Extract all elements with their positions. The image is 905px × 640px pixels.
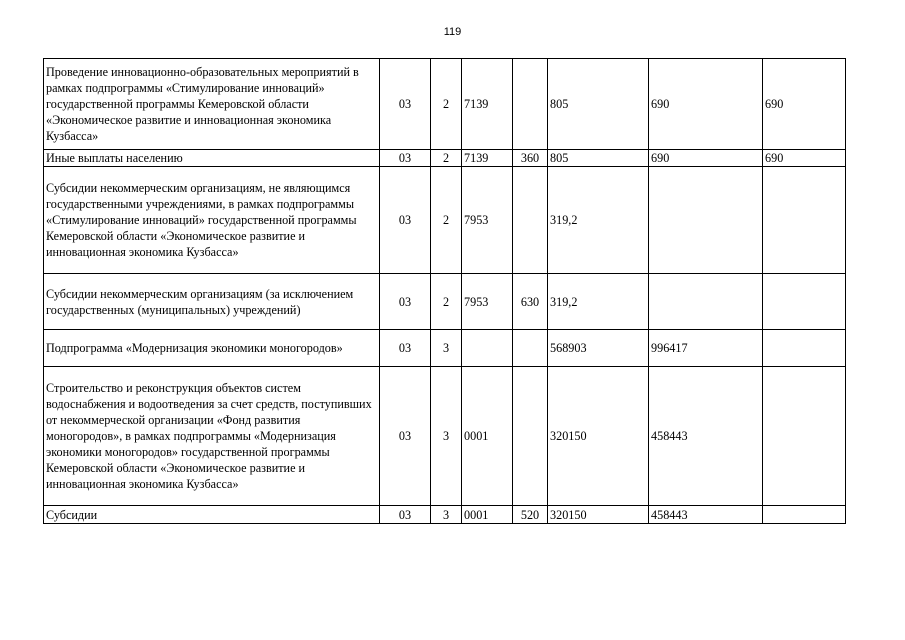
- target-article-cell: 7953: [462, 274, 513, 330]
- row-name-cell: Субсидии некоммерческим организациям, не являющимся государственными учреждениями, в рамках подпрограммы «Стимулирование инноваций» государственной программы Кемеровской области «Экономическое развитие и инновационная экономика Кузбасса»: [44, 167, 380, 274]
- subsection-cell: 2: [431, 150, 462, 167]
- table-row: [44, 150, 846, 167]
- amount-cell-1: 320150: [548, 367, 649, 506]
- expense-kind-cell: [513, 367, 548, 506]
- row-name-cell: Субсидии некоммерческим организациям (за исключением государственных (муниципальных) учреждений): [44, 274, 380, 330]
- section-cell: 03: [380, 506, 431, 524]
- section-cell: 03: [380, 150, 431, 167]
- amount-cell-1: 805: [548, 150, 649, 167]
- page-number: 119: [443, 26, 462, 38]
- target-article-cell: 7139: [462, 150, 513, 167]
- subsection-cell: 3: [431, 367, 462, 506]
- budget-table: [43, 58, 846, 524]
- section-cell: 03: [380, 330, 431, 367]
- section-cell: 03: [380, 274, 431, 330]
- subsection-cell: 2: [431, 167, 462, 274]
- section-cell: 03: [380, 367, 431, 506]
- table-row: [44, 274, 846, 330]
- target-article-cell: [462, 330, 513, 367]
- amount-cell-3: 690: [763, 150, 846, 167]
- amount-cell-3: [763, 330, 846, 367]
- row-name-cell: Проведение инновационно-образовательных мероприятий в рамках подпрограммы «Стимулирование инноваций» государственной программы Кемеровской области «Экономическое развитие и инновационная экономика Кузбасса»: [44, 59, 380, 150]
- row-name-cell: Строительство и реконструкция объектов систем водоснабжения и водоотведения за счет средств, поступивших от некоммерческой организации «Фонд развития моногородов», в рамках подпрограммы «Модернизация экономики моногородов» государственной программы Кемеровской области «Экономическое развитие и инновационная экономика Кузбасса»: [44, 367, 380, 506]
- amount-cell-3: [763, 506, 846, 524]
- target-article-cell: 0001: [462, 506, 513, 524]
- amount-cell-1: 320150: [548, 506, 649, 524]
- amount-cell-2: 458443: [649, 506, 763, 524]
- section-cell: 03: [380, 167, 431, 274]
- amount-cell-2: 458443: [649, 367, 763, 506]
- amount-cell-2: 690: [649, 150, 763, 167]
- amount-cell-1: 805: [548, 59, 649, 150]
- expense-kind-cell: 520: [513, 506, 548, 524]
- target-article-cell: 7953: [462, 167, 513, 274]
- amount-cell-2: 996417: [649, 330, 763, 367]
- expense-kind-cell: [513, 167, 548, 274]
- row-name-cell: Подпрограмма «Модернизация экономики моногородов»: [44, 330, 380, 367]
- table-row: [44, 330, 846, 367]
- expense-kind-cell: 360: [513, 150, 548, 167]
- amount-cell-2: 690: [649, 59, 763, 150]
- section-cell: 03: [380, 59, 431, 150]
- amount-cell-2: [649, 167, 763, 274]
- amount-cell-1: 568903: [548, 330, 649, 367]
- amount-cell-3: [763, 367, 846, 506]
- table-row: [44, 367, 846, 506]
- table-row: [44, 59, 846, 150]
- amount-cell-1: 319,2: [548, 167, 649, 274]
- amount-cell-3: [763, 167, 846, 274]
- amount-cell-3: [763, 274, 846, 330]
- expense-kind-cell: [513, 330, 548, 367]
- row-name-cell: Субсидии: [44, 506, 380, 524]
- table-row: [44, 167, 846, 274]
- subsection-cell: 3: [431, 330, 462, 367]
- row-name-cell: Иные выплаты населению: [44, 150, 380, 167]
- target-article-cell: 7139: [462, 59, 513, 150]
- subsection-cell: 2: [431, 274, 462, 330]
- expense-kind-cell: 630: [513, 274, 548, 330]
- table-row: [44, 506, 846, 524]
- target-article-cell: 0001: [462, 367, 513, 506]
- expense-kind-cell: [513, 59, 548, 150]
- subsection-cell: 2: [431, 59, 462, 150]
- amount-cell-1: 319,2: [548, 274, 649, 330]
- subsection-cell: 3: [431, 506, 462, 524]
- amount-cell-2: [649, 274, 763, 330]
- amount-cell-3: 690: [763, 59, 846, 150]
